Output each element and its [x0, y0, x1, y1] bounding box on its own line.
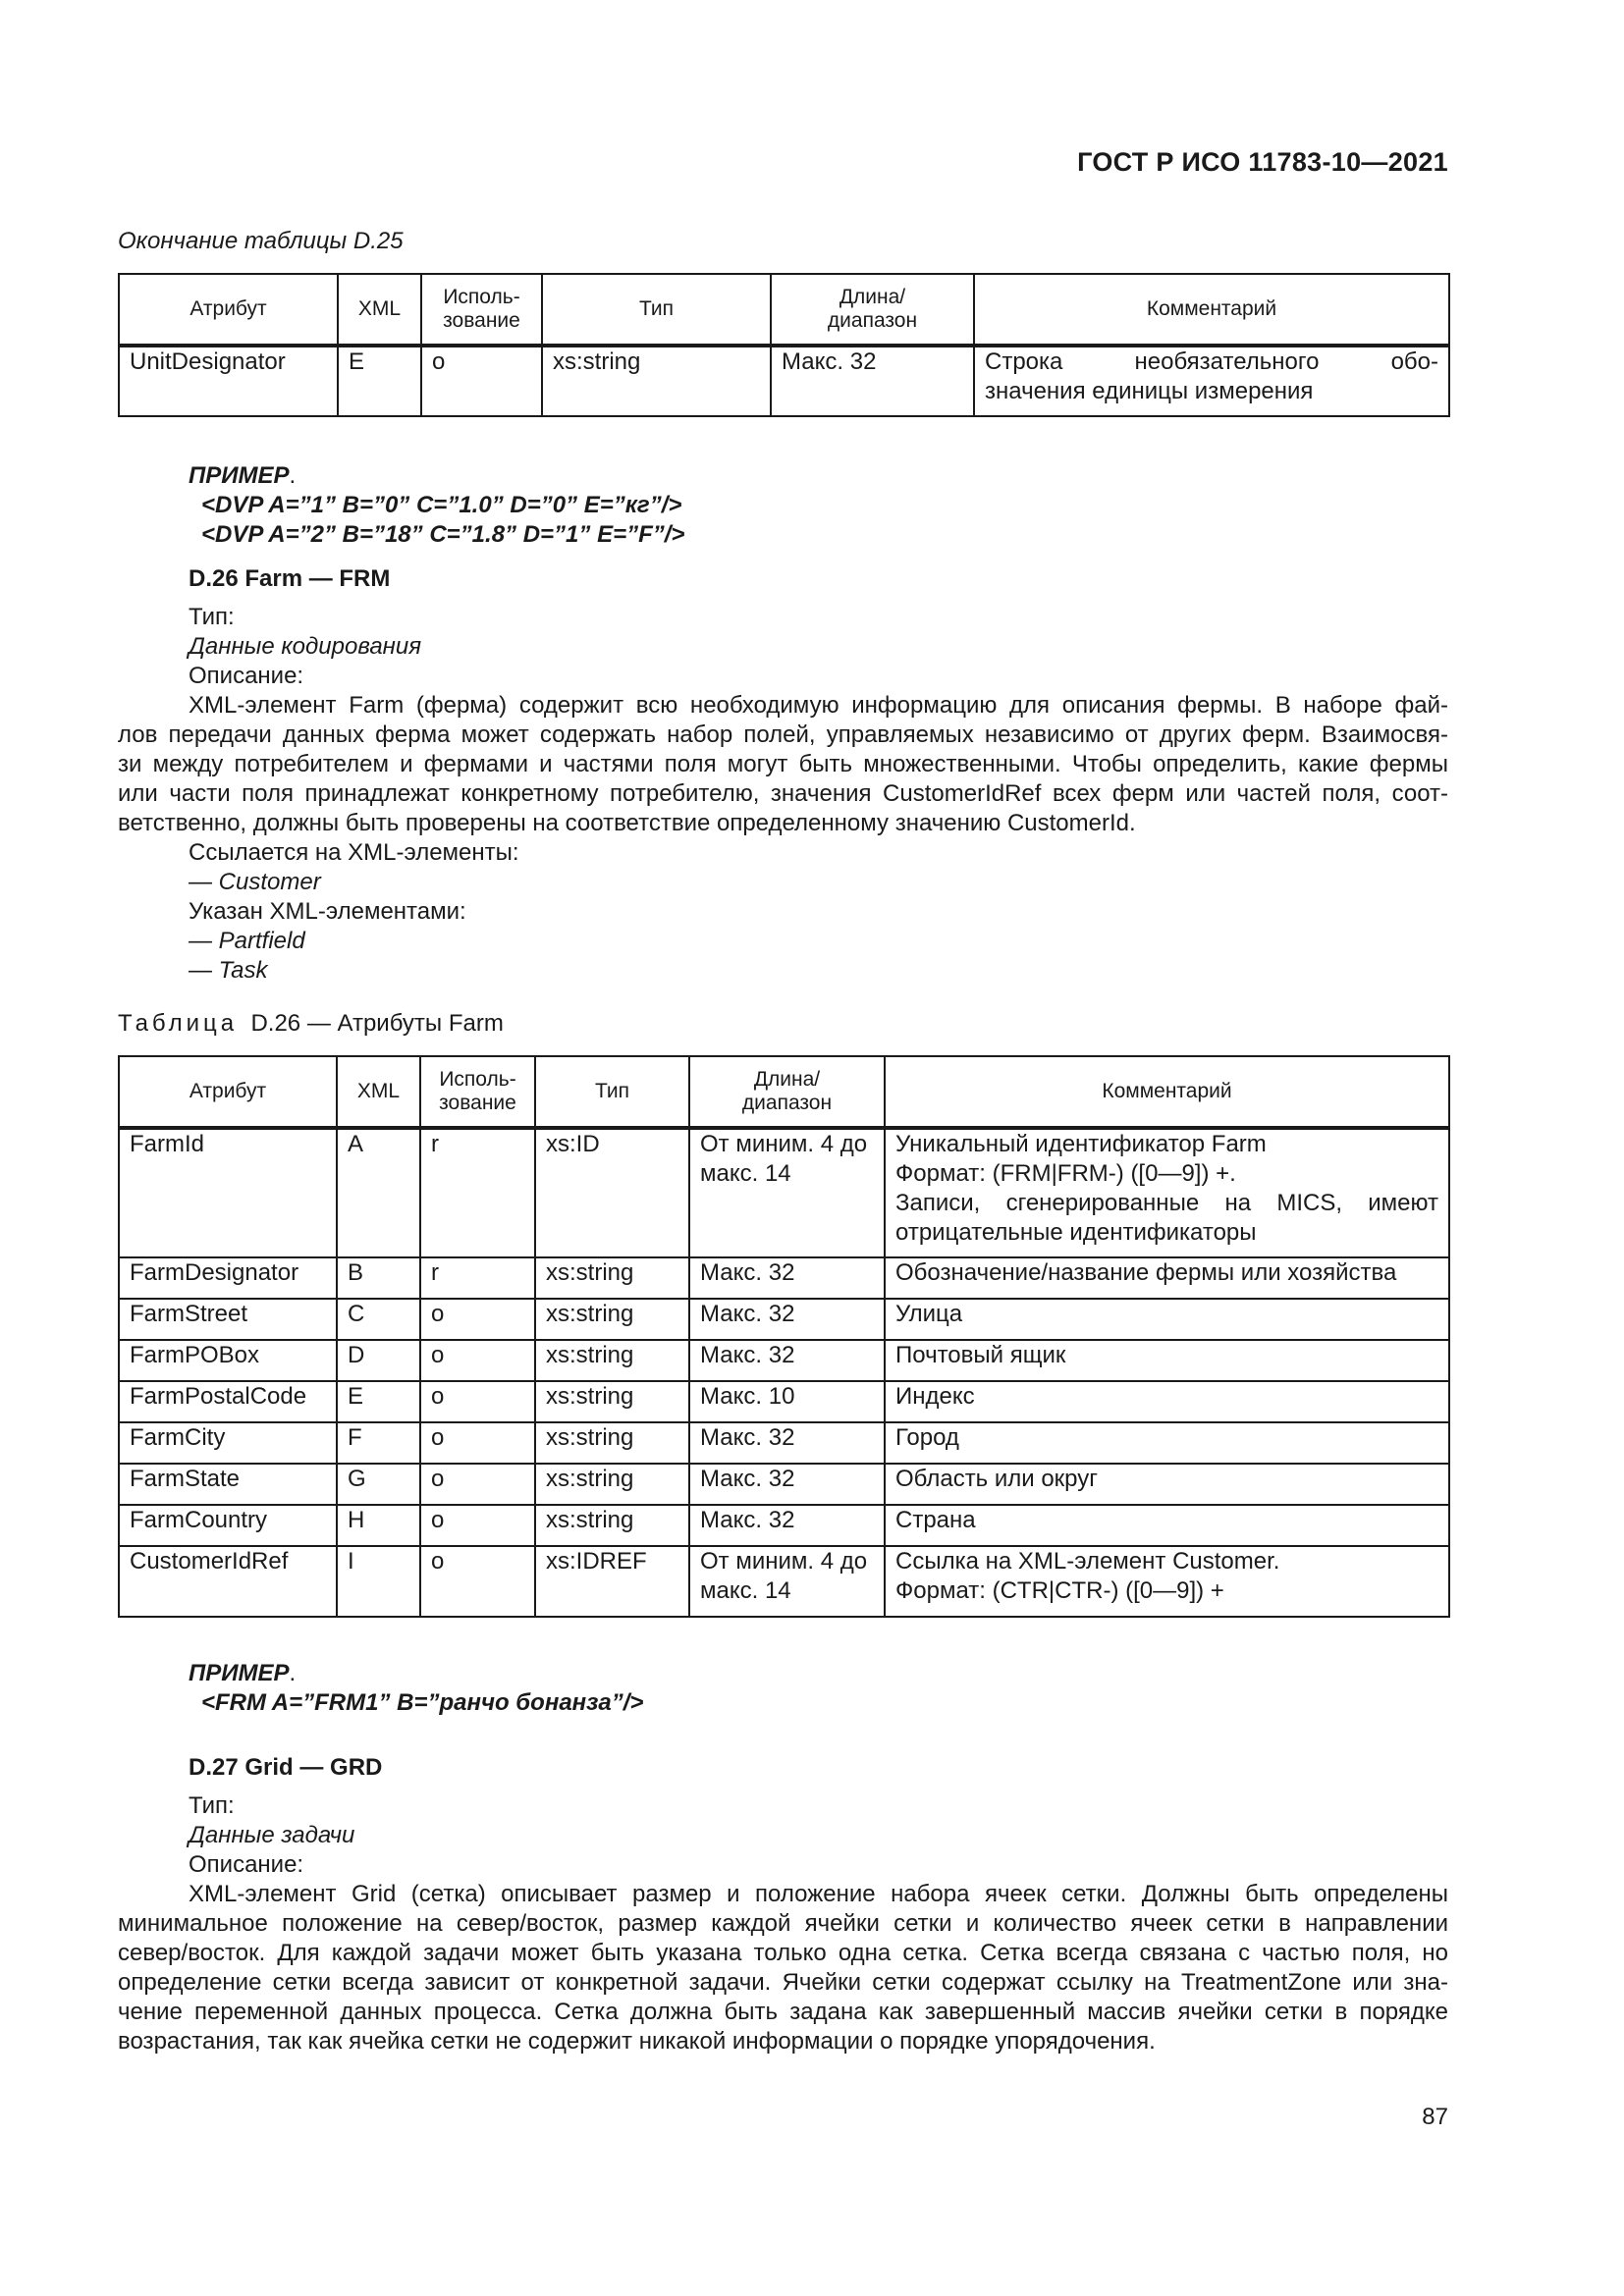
table-row [119, 1299, 1449, 1340]
cell-comment: Улица [885, 1299, 1449, 1340]
cell-len: Макс. 32 [689, 1422, 885, 1464]
cell-type: xs:string [535, 1422, 689, 1464]
cell-attr: FarmStreet [119, 1299, 337, 1340]
cell-len: Макс. 32 [689, 1299, 885, 1340]
example-dvp: ПРИМЕР. <DVP A=”1” B=”0” C=”1.0” D=”0” E=”кг”/> <DVP A=”2” B=”18” C=”1.8” D=”1” E=”F”/> [118, 461, 1448, 550]
cell-comment: Область или округ [885, 1464, 1449, 1505]
cell-type: xs:string [535, 1381, 689, 1422]
description-line: север/восток. Для каждой задачи может быть указана только одна сетка. Сетка всегда связана с частью поля, но [118, 1940, 1448, 1966]
cell-comment: Город [885, 1422, 1449, 1464]
cell-xml: G [337, 1464, 420, 1505]
cell-attr: FarmDesignator [119, 1257, 337, 1299]
col-attr-header: Атрибут [119, 1056, 337, 1128]
type-label: Тип: [189, 604, 235, 630]
cell-type: xs:string [535, 1464, 689, 1505]
description-paragraph [118, 691, 1448, 838]
cell-use: o [420, 1464, 535, 1505]
cell-use: r [420, 1128, 535, 1257]
description-label: Описание: [189, 1851, 304, 1878]
col-comment-header: Комментарий [885, 1056, 1449, 1128]
cell-comment: Страна [885, 1505, 1449, 1546]
col-len-header: Длина/ диапазон [689, 1056, 885, 1128]
table-d26-caption [118, 1010, 504, 1038]
description-line: XML-элемент Farm (ферма) содержит всю необходимую информацию для описания фермы. В наборе фай- [189, 692, 1448, 719]
description-line: возрастания, так как ячейка сетки не содержит никакой информации о порядке упорядочения. [118, 2028, 1156, 2055]
cell-use: o [421, 346, 542, 416]
col-use-header: Исполь- зование [421, 274, 542, 346]
cell-comment [974, 346, 1449, 416]
referenced-by-label: Указан XML-элементами: [189, 898, 466, 925]
cell-attr: FarmPOBox [119, 1340, 337, 1381]
cell-use: o [420, 1381, 535, 1422]
cell-type: xs:string [535, 1299, 689, 1340]
table-d25-end [118, 273, 1450, 417]
cell-type: xs:string [535, 1340, 689, 1381]
table-continuation-caption: Окончание таблицы D.25 [118, 228, 404, 254]
table-row [119, 1340, 1449, 1381]
table-row [119, 346, 1449, 416]
type-label: Тип: [189, 1792, 235, 1819]
cell-len: Макс. 32 [689, 1257, 885, 1299]
cell-attr: FarmId [119, 1128, 337, 1257]
cell-attr: CustomerIdRef [119, 1546, 337, 1617]
cell-len: От миним. 4 до макс. 14 [689, 1128, 885, 1257]
cell-len: От миним. 4 до макс. 14 [689, 1546, 885, 1617]
cell-attr: FarmCountry [119, 1505, 337, 1546]
description-line: чение переменной данных процесса. Сетка должна быть задана как завершенный массив ячейки сетки в порядке [118, 1999, 1448, 2025]
comment-line: Строка необязательного обо- [985, 348, 1438, 375]
description-label: Описание: [189, 663, 304, 689]
cell-use: o [420, 1505, 535, 1546]
referenced-by-item: — Partfield [189, 928, 305, 954]
cell-xml: I [337, 1546, 420, 1617]
type-value: Данные задачи [189, 1822, 355, 1848]
cell-type: xs:ID [535, 1128, 689, 1257]
cell-comment: Почтовый ящик [885, 1340, 1449, 1381]
cell-use: o [420, 1422, 535, 1464]
col-xml-header: XML [337, 1056, 420, 1128]
section-heading: D.27 Grid — GRD [189, 1754, 383, 1781]
cell-len: Макс. 32 [771, 346, 974, 416]
cell-use: o [420, 1546, 535, 1617]
description-line: определение сетки всегда зависит от конкретной задачи. Ячейки сетки содержат ссылку на TreatmentZone или зна- [118, 1969, 1448, 1996]
document-page [118, 0, 1448, 2296]
cell-comment: Уникальный идентификатор Farm Формат: (FRM|FRM-) ([0—9]) +. Записи, сгенерированные на MICS, имеют отрицательные идентификаторы [885, 1128, 1449, 1257]
cell-xml: B [337, 1257, 420, 1299]
table-d26 [118, 1055, 1450, 1618]
example-title: ПРИМЕР [189, 462, 290, 489]
cell-type: xs:IDREF [535, 1546, 689, 1617]
cell-type: xs:string [535, 1505, 689, 1546]
section-d27 [118, 1753, 1448, 2056]
col-xml-header: XML [338, 274, 421, 346]
table-header-row [119, 1056, 1449, 1128]
refs-label: Ссылается на XML-элементы: [189, 839, 519, 866]
description-line: ветственно, должны быть проверены на соответствие определенному значению CustomerId. [118, 810, 1136, 836]
description-line: лов передачи данных ферма может содержать набор полей, управляемых независимо от других ферм. Взаимосвя- [118, 721, 1448, 748]
cell-use: r [420, 1257, 535, 1299]
cell-len: Макс. 32 [689, 1464, 885, 1505]
refs-item: — Customer [189, 869, 321, 895]
description-line: минимальное положение на север/восток, размер каждой ячейки сетки и количество ячеек сетки в направлении [118, 1910, 1448, 1937]
col-comment-header: Комментарий [974, 274, 1449, 346]
table-row [119, 1128, 1449, 1257]
caption-word: Таблица [118, 1010, 239, 1037]
description-paragraph [118, 1880, 1448, 2056]
cell-attr: FarmState [119, 1464, 337, 1505]
cell-len: Макс. 10 [689, 1381, 885, 1422]
cell-attr: FarmCity [119, 1422, 337, 1464]
comment-line: значения единицы измерения [985, 378, 1314, 404]
cell-attr: UnitDesignator [119, 346, 338, 416]
example-line: <FRM A=”FRM1” B=”ранчо бонанза”/> [201, 1689, 644, 1716]
col-attr-header: Атрибут [119, 274, 338, 346]
cell-attr: FarmPostalCode [119, 1381, 337, 1422]
col-type-header: Тип [542, 274, 771, 346]
table-row [119, 1257, 1449, 1299]
example-line: <DVP A=”1” B=”0” C=”1.0” D=”0” E=”кг”/> [201, 492, 682, 518]
table-row [119, 1381, 1449, 1422]
cell-xml: D [337, 1340, 420, 1381]
example-frm: ПРИМЕР. <FRM A=”FRM1” B=”ранчо бонанза”/> [118, 1659, 1448, 1718]
cell-comment: Обозначение/название фермы или хозяйства [885, 1257, 1449, 1299]
section-d26 [118, 564, 1448, 986]
cell-comment: Индекс [885, 1381, 1449, 1422]
example-line: <DVP A=”2” B=”18” C=”1.8” D=”1” E=”F”/> [201, 521, 685, 548]
cell-xml: C [337, 1299, 420, 1340]
cell-type: xs:string [535, 1257, 689, 1299]
cell-len: Макс. 32 [689, 1505, 885, 1546]
cell-comment: Ссылка на XML-элемент Customer. Формат: (CTR|CTR-) ([0—9]) + [885, 1546, 1449, 1617]
cell-xml: E [338, 346, 421, 416]
section-heading: D.26 Farm — FRM [189, 565, 391, 592]
cell-use: o [420, 1299, 535, 1340]
cell-xml: F [337, 1422, 420, 1464]
cell-use: o [420, 1340, 535, 1381]
standard-header: ГОСТ Р ИСО 11783-10—2021 [1077, 147, 1448, 177]
type-value: Данные кодирования [189, 633, 422, 660]
page-number: 87 [1422, 2104, 1448, 2130]
caption-text: D.26 — Атрибуты Farm [250, 1010, 504, 1037]
col-type-header: Тип [535, 1056, 689, 1128]
cell-len: Макс. 32 [689, 1340, 885, 1381]
table-row [119, 1464, 1449, 1505]
col-len-header: Длина/ диапазон [771, 274, 974, 346]
cell-xml: E [337, 1381, 420, 1422]
table-header-row [119, 274, 1449, 346]
example-title: ПРИМЕР [189, 1660, 290, 1686]
referenced-by-item: — Task [189, 957, 268, 984]
table-row [119, 1546, 1449, 1617]
description-line: зи между потребителем и фермами и частями поля могут быть множественными. Чтобы определить, какие фермы [118, 751, 1448, 777]
col-use-header: Исполь- зование [420, 1056, 535, 1128]
description-line: XML-элемент Grid (сетка) описывает размер и положение набора ячеек сетки. Должны быть определены [189, 1881, 1448, 1907]
cell-xml: H [337, 1505, 420, 1546]
description-line: или части поля принадлежат конкретному потребителю, значения CustomerIdRef всех ферм или частей поля, соот- [118, 780, 1448, 807]
table-row [119, 1505, 1449, 1546]
table-row [119, 1422, 1449, 1464]
cell-xml: A [337, 1128, 420, 1257]
cell-type: xs:string [542, 346, 771, 416]
